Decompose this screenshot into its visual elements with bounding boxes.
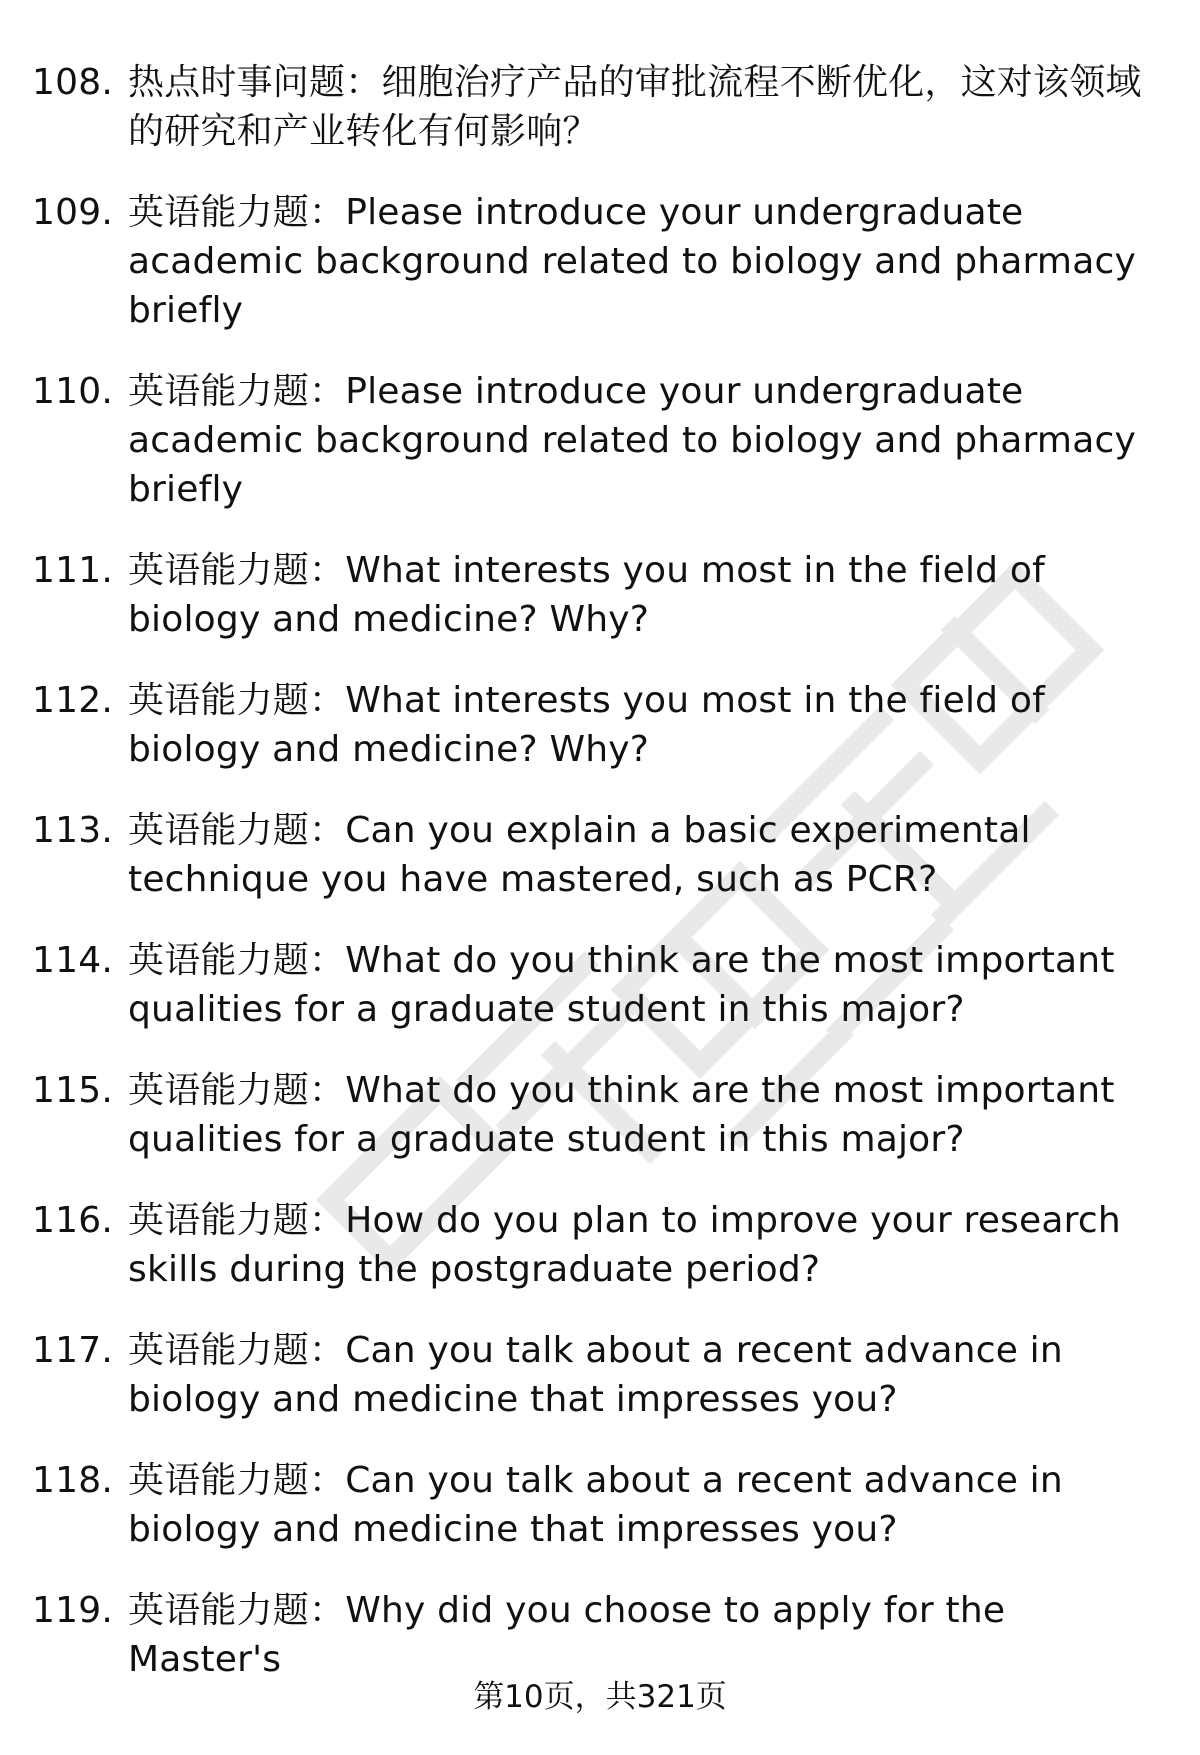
question-item: [0, 1066, 1200, 1164]
question-item: [0, 367, 1200, 514]
question-text: 英语能力题：What do you think are the most important qualities for a graduate student in this major?: [128, 940, 1115, 1030]
question-text: 英语能力题：What do you think are the most important qualities for a graduate student in this major?: [128, 1070, 1115, 1160]
page-number-label: 第10页，共321页: [473, 1679, 727, 1715]
question-text: 英语能力题：Can you talk about a recent advance in biology and medicine that impresses you?: [128, 1460, 1063, 1550]
question-text: 英语能力题：What interests you most in the field of biology and medicine? Why?: [128, 550, 1045, 640]
question-number: 116.: [32, 1200, 113, 1241]
question-item: [0, 58, 1200, 156]
question-number: 115.: [32, 1070, 113, 1111]
question-text: 英语能力题：Why did you choose to apply for the Master's: [128, 1590, 1006, 1680]
question-number: 110.: [32, 371, 113, 412]
question-number: 114.: [32, 940, 113, 981]
question-text: 英语能力题：Please introduce your undergraduate academic background related to biology and pharmacy briefly: [128, 192, 1136, 331]
question-item: [0, 676, 1200, 774]
question-item: [0, 806, 1200, 904]
question-item: [0, 546, 1200, 644]
question-list: [0, 58, 1200, 1716]
question-item: [0, 1456, 1200, 1554]
question-number: 119.: [32, 1590, 113, 1631]
question-number: 117.: [32, 1330, 113, 1371]
question-text: 英语能力题：Can you talk about a recent advance in biology and medicine that impresses you?: [128, 1330, 1063, 1420]
question-item: [0, 1326, 1200, 1424]
question-text: 英语能力题：Can you explain a basic experimental technique you have mastered, such as PCR?: [128, 810, 1031, 900]
question-text: 英语能力题：What interests you most in the field of biology and medicine? Why?: [128, 680, 1045, 770]
question-number: 111.: [32, 550, 113, 591]
question-item: [0, 1196, 1200, 1294]
question-number: 108.: [32, 62, 113, 103]
question-text: 热点时事问题：细胞治疗产品的审批流程不断优化，这对该领域的研究和产业转化有何影响？: [128, 62, 1142, 152]
question-item: [0, 936, 1200, 1034]
question-item: [0, 188, 1200, 335]
question-number: 112.: [32, 680, 113, 721]
question-item: [0, 1586, 1200, 1684]
page-footer: [0, 1677, 1200, 1717]
question-number: 109.: [32, 192, 113, 233]
question-text: 英语能力题：Please introduce your undergraduate academic background related to biology and pharmacy briefly: [128, 371, 1136, 510]
question-number: 113.: [32, 810, 113, 851]
question-text: 英语能力题：How do you plan to improve your research skills during the postgraduate period?: [128, 1200, 1121, 1290]
question-number: 118.: [32, 1460, 113, 1501]
